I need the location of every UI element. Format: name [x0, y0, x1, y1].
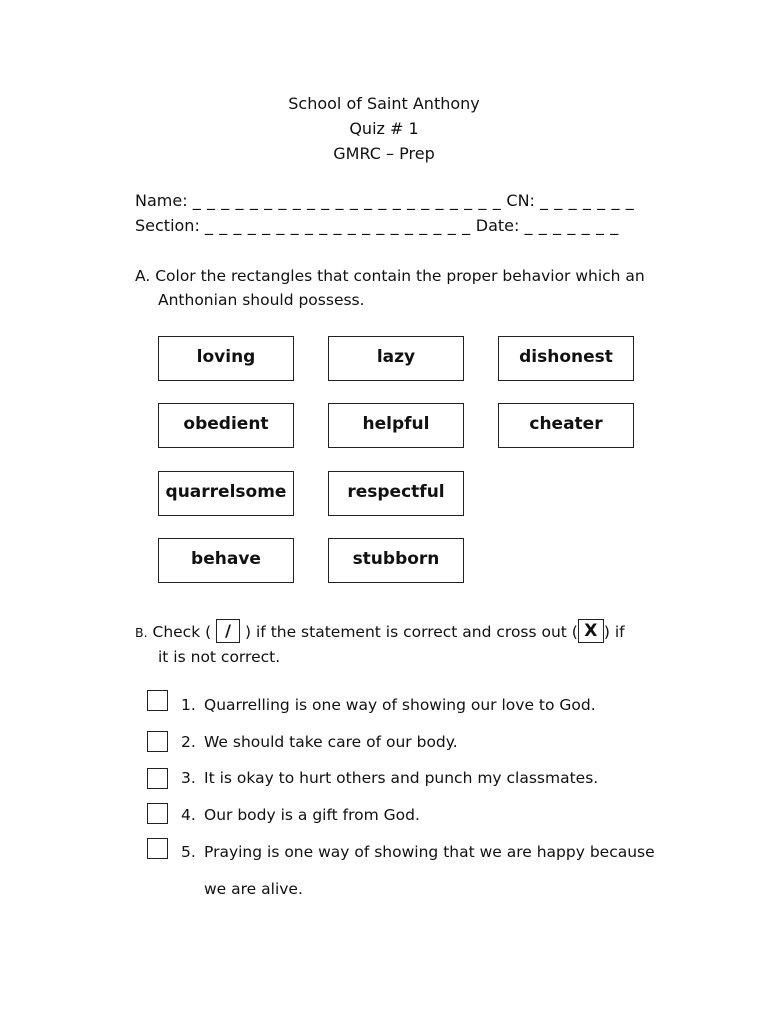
part-a-instructions	[135, 264, 645, 312]
statement-5-text: Praying is one way of showing that we are happy because	[204, 843, 655, 861]
statement-2	[181, 730, 458, 754]
word-box-obedient[interactable]: obedient	[158, 403, 294, 448]
word-box-loving[interactable]: loving	[158, 336, 294, 381]
school-name: School of Saint Anthony	[288, 94, 480, 113]
quiz-header	[0, 91, 768, 166]
date-label: Date:	[475, 216, 520, 235]
part-a-line2: Anthonian should possess.	[158, 291, 365, 309]
name-cn-line	[135, 189, 680, 213]
answer-box-4[interactable]	[147, 803, 168, 824]
answer-box-5[interactable]	[147, 838, 168, 859]
statement-3	[181, 766, 598, 790]
name-label: Name:	[135, 191, 188, 210]
part-a-line1: Color the rectangles that contain the proper behavior which an	[155, 267, 645, 285]
word-box-quarrelsome[interactable]: quarrelsome	[158, 471, 294, 516]
check-mark-example: /	[216, 619, 240, 643]
statement-1-text: Quarrelling is one way of showing our love to God.	[204, 696, 596, 714]
answer-box-3[interactable]	[147, 768, 168, 789]
part-b-middle-text: ) if the statement is correct and cross out (	[245, 623, 578, 641]
part-b-end-text: ) if	[603, 623, 625, 641]
date-blank[interactable]: _ _ _ _ _ _ _	[524, 216, 619, 235]
part-b-letter: B.	[135, 625, 148, 640]
cn-blank[interactable]: _ _ _ _ _ _ _	[540, 191, 635, 210]
part-b-check-text: Check (	[152, 623, 212, 641]
section-label: Section:	[135, 216, 200, 235]
statement-5-number: 5.	[181, 843, 196, 861]
statement-4-number: 4.	[181, 806, 196, 824]
statement-1	[181, 693, 596, 717]
part-b-instructions	[135, 620, 625, 669]
quiz-title: Quiz # 1	[349, 119, 419, 138]
word-box-stubborn[interactable]: stubborn	[328, 538, 464, 583]
statement-5-continuation: we are alive.	[204, 880, 303, 898]
statement-4	[181, 803, 420, 827]
part-b-line2: it is not correct.	[158, 648, 281, 666]
word-box-lazy[interactable]: lazy	[328, 336, 464, 381]
word-box-dishonest[interactable]: dishonest	[498, 336, 634, 381]
name-blank[interactable]: _ _ _ _ _ _ _ _ _ _ _ _ _ _ _ _ _ _ _ _ _ _	[192, 191, 502, 210]
answer-box-2[interactable]	[147, 731, 168, 752]
cn-label: CN:	[506, 191, 535, 210]
section-date-line	[135, 214, 680, 238]
word-box-behave[interactable]: behave	[158, 538, 294, 583]
cross-mark-example: X	[578, 619, 604, 643]
answer-box-1[interactable]	[147, 690, 168, 711]
statement-3-text: It is okay to hurt others and punch my classmates.	[204, 769, 599, 787]
statement-5	[181, 840, 655, 864]
section-blank[interactable]: _ _ _ _ _ _ _ _ _ _ _ _ _ _ _ _ _ _ _	[204, 216, 471, 235]
word-box-helpful[interactable]: helpful	[328, 403, 464, 448]
subject-title: GMRC – Prep	[333, 144, 435, 163]
statement-1-number: 1.	[181, 696, 196, 714]
part-a-letter: A.	[135, 267, 151, 285]
statement-4-text: Our body is a gift from God.	[204, 806, 420, 824]
statement-3-number: 3.	[181, 769, 196, 787]
statement-2-number: 2.	[181, 733, 196, 751]
word-box-respectful[interactable]: respectful	[328, 471, 464, 516]
word-box-cheater[interactable]: cheater	[498, 403, 634, 448]
statement-2-text: We should take care of our body.	[204, 733, 458, 751]
